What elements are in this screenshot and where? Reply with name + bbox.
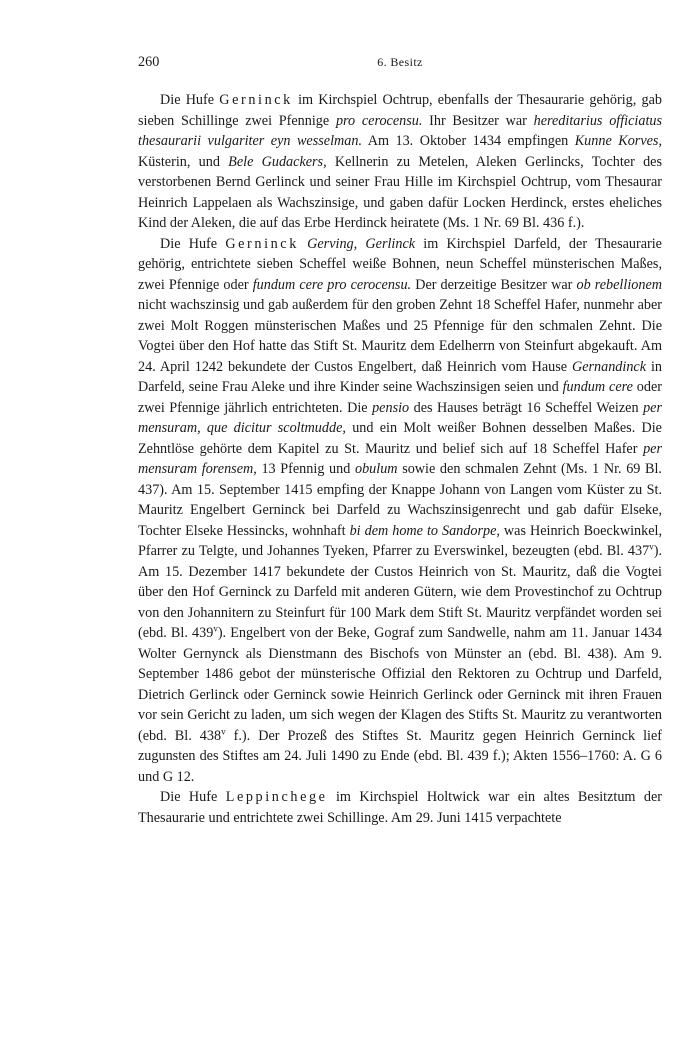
paragraph [138,90,662,234]
italic-text: per mensuram forensem, [138,440,662,477]
italic-text: Gerving, Gerlinck [307,235,416,252]
text-run: oder zwei Pfennige jährlich entrichteten. Die [138,379,662,416]
text-run: des Hauses beträgt 16 Scheffel Weizen [409,399,644,416]
italic-text: fundum cere pro cerocensu. [252,276,412,293]
text-run: ). Engelbert von der Beke, Gograf zum Sandwelle, nahm am 11. Januar 1434 Wolter Gernynck als Dienstmann des Bischofs von Münster an (ebd. Bl. 438). Am 9. September 1486 gebot der münsterische Offizial den Rektoren zu Ochtrup und Darfeld, Dietrich Gerlinck oder Gerninck sowie Heinrich Gerlinck oder Gerninck mit ihren Frauen vor sein Gericht zu laden, um sich wegen der Klagen des Stifts St. Mauritz zu verantworten (ebd. Bl. 438 [138,625,662,744]
text-run: Die Hufe [160,789,226,805]
italic-text: Gernandinck [571,358,647,375]
text-run: Die Hufe [160,235,226,252]
superscript: v [649,541,654,552]
text-run: im Kirchspiel Holtwick war ein altes Besitztum der Thesaurarie und entrichtete zwei Schillinge. Am 29. Juni 1415 verpachtete [138,789,662,826]
text-run: und ein Molt weißer Bohnen desselben Maßes. Die Zehntlöse gehörte dem Kapitel zu St. Mauritz und belief sich auf 18 Scheffel Hafer [138,420,662,457]
body-text [138,90,662,828]
text-run: Küsterin, und [138,153,229,170]
text-run: im Kirchspiel Darfeld, der Thesaurarie gehörig, entrichtete sieben Scheffel weiße Bohnen, neun Scheffel münsterischen Maßes, zwei Pfennige oder [138,235,662,293]
italic-text: fundum cere [562,379,633,395]
superscript: v [221,725,226,736]
text-run: Am 13. Oktober 1434 empfingen [362,133,575,149]
italic-text: pro cerocensu. [335,112,423,129]
text-run: f.). Der Prozeß des Stiftes St. Mauritz gegen Heinrich Gerninck lief zugunsten des Stiftes am 24. Juli 1490 zu Ende (ebd. Bl. 439 f.); Akten 1556–1760: A. G 6 und G 12. [138,727,662,785]
text-run: Ihr Besitzer war [422,112,534,129]
italic-text: ob rebellionem [576,276,662,293]
spaced-name: Gerninck [225,235,299,252]
page-number: 260 [138,54,160,70]
text-run: sowie den schmalen Zehnt (Ms. 1 Nr. 69 Bl. 437). Am 15. September 1415 empfing der Knappe Johann von Langen vom Küster zu St. Mauritz Engelbert Gerninck bei Darfeld zu Wachszinsigenrecht und gab dafür Elseke, Tochter Elseke Hessincks, wohnhaft [138,461,662,539]
text-run [299,236,307,252]
text-run: ). Am 15. Dezember 1417 bekundete der Custos Heinrich von St. Mauritz, daß die Vogtei über den Hof Gerninck zu Darfeld mit anderen Gütern, wie dem Provestinchof zu Ochtrup von den Johannitern zu Steinfurt für 100 Mark dem Stift St. Mauritz verpfändet worden sei (ebd. Bl. 439 [138,543,662,641]
text-run: nicht wachszinsig und gab außerdem für den groben Zehnt 18 Scheffel Hafer, nunmehr aber zwei Molt Roggen münsterischen Maßes und 25 Pfennige für den schmalen Zehnt. Die Vogtei über den Hof hatte das Stift St. Mauritz dem Edelherrn von Steinfurt abgekauft. Am 24. April 1242 bekundete der Custos Engelbert, daß Heinrich vom Hause [138,297,662,375]
italic-text: hereditarius officiatus thesaurarii vulgariter eyn wesselman. [138,112,662,149]
text-run: Die Hufe [160,92,220,108]
italic-text: per mensuram, que dicitur scoltmudde, [138,399,662,436]
italic-text: Kunne Korves, [574,133,662,149]
text-run: in Darfeld, seine Frau Aleke und ihre Kinder seine Wachszinsigen seien und [138,358,662,395]
italic-text: bi dem home to Sandorpe, [349,522,500,539]
spaced-name: Leppinchege [225,789,328,805]
spaced-name: Gerninck [219,92,293,108]
text-run: 13 Pfennig und [256,461,355,477]
running-head: 6. Besitz [377,55,423,69]
italic-text: pensio [372,399,410,416]
italic-text: obulum [354,461,398,477]
paragraph [138,234,662,788]
text-run: im Kirchspiel Ochtrup, ebenfalls der Thesaurarie gehörig, gab sieben Schillinge zwei Pfennige [138,92,662,129]
text-run: Der derzeitige Besitzer war [411,276,577,293]
italic-text: Bele Gudackers, [228,153,327,170]
page-header [138,54,662,78]
superscript: v [213,623,218,634]
text-run: was Heinrich Boeckwinkel, Pfarrer zu Telgte, und Johannes Tyeken, Pfarrer zu Everswinkel, bezeugten (ebd. Bl. 437 [138,522,663,559]
text-run: Kellnerin zu Metelen, Aleken Gerlincks, Tochter des verstorbenen Bernd Gerlinck und seiner Frau Hille im Kirchspiel Ochtrup, vom Thesaurar Heinrich Lappelaen als Wachszinsige, und gaben dafür Locken Herdinck, erstes eheliches Kind der Aleken, die auf das Erbe Herdinck heiratete (Ms. 1 Nr. 69 Bl. 436 f.). [138,153,662,231]
paragraph [138,787,662,828]
